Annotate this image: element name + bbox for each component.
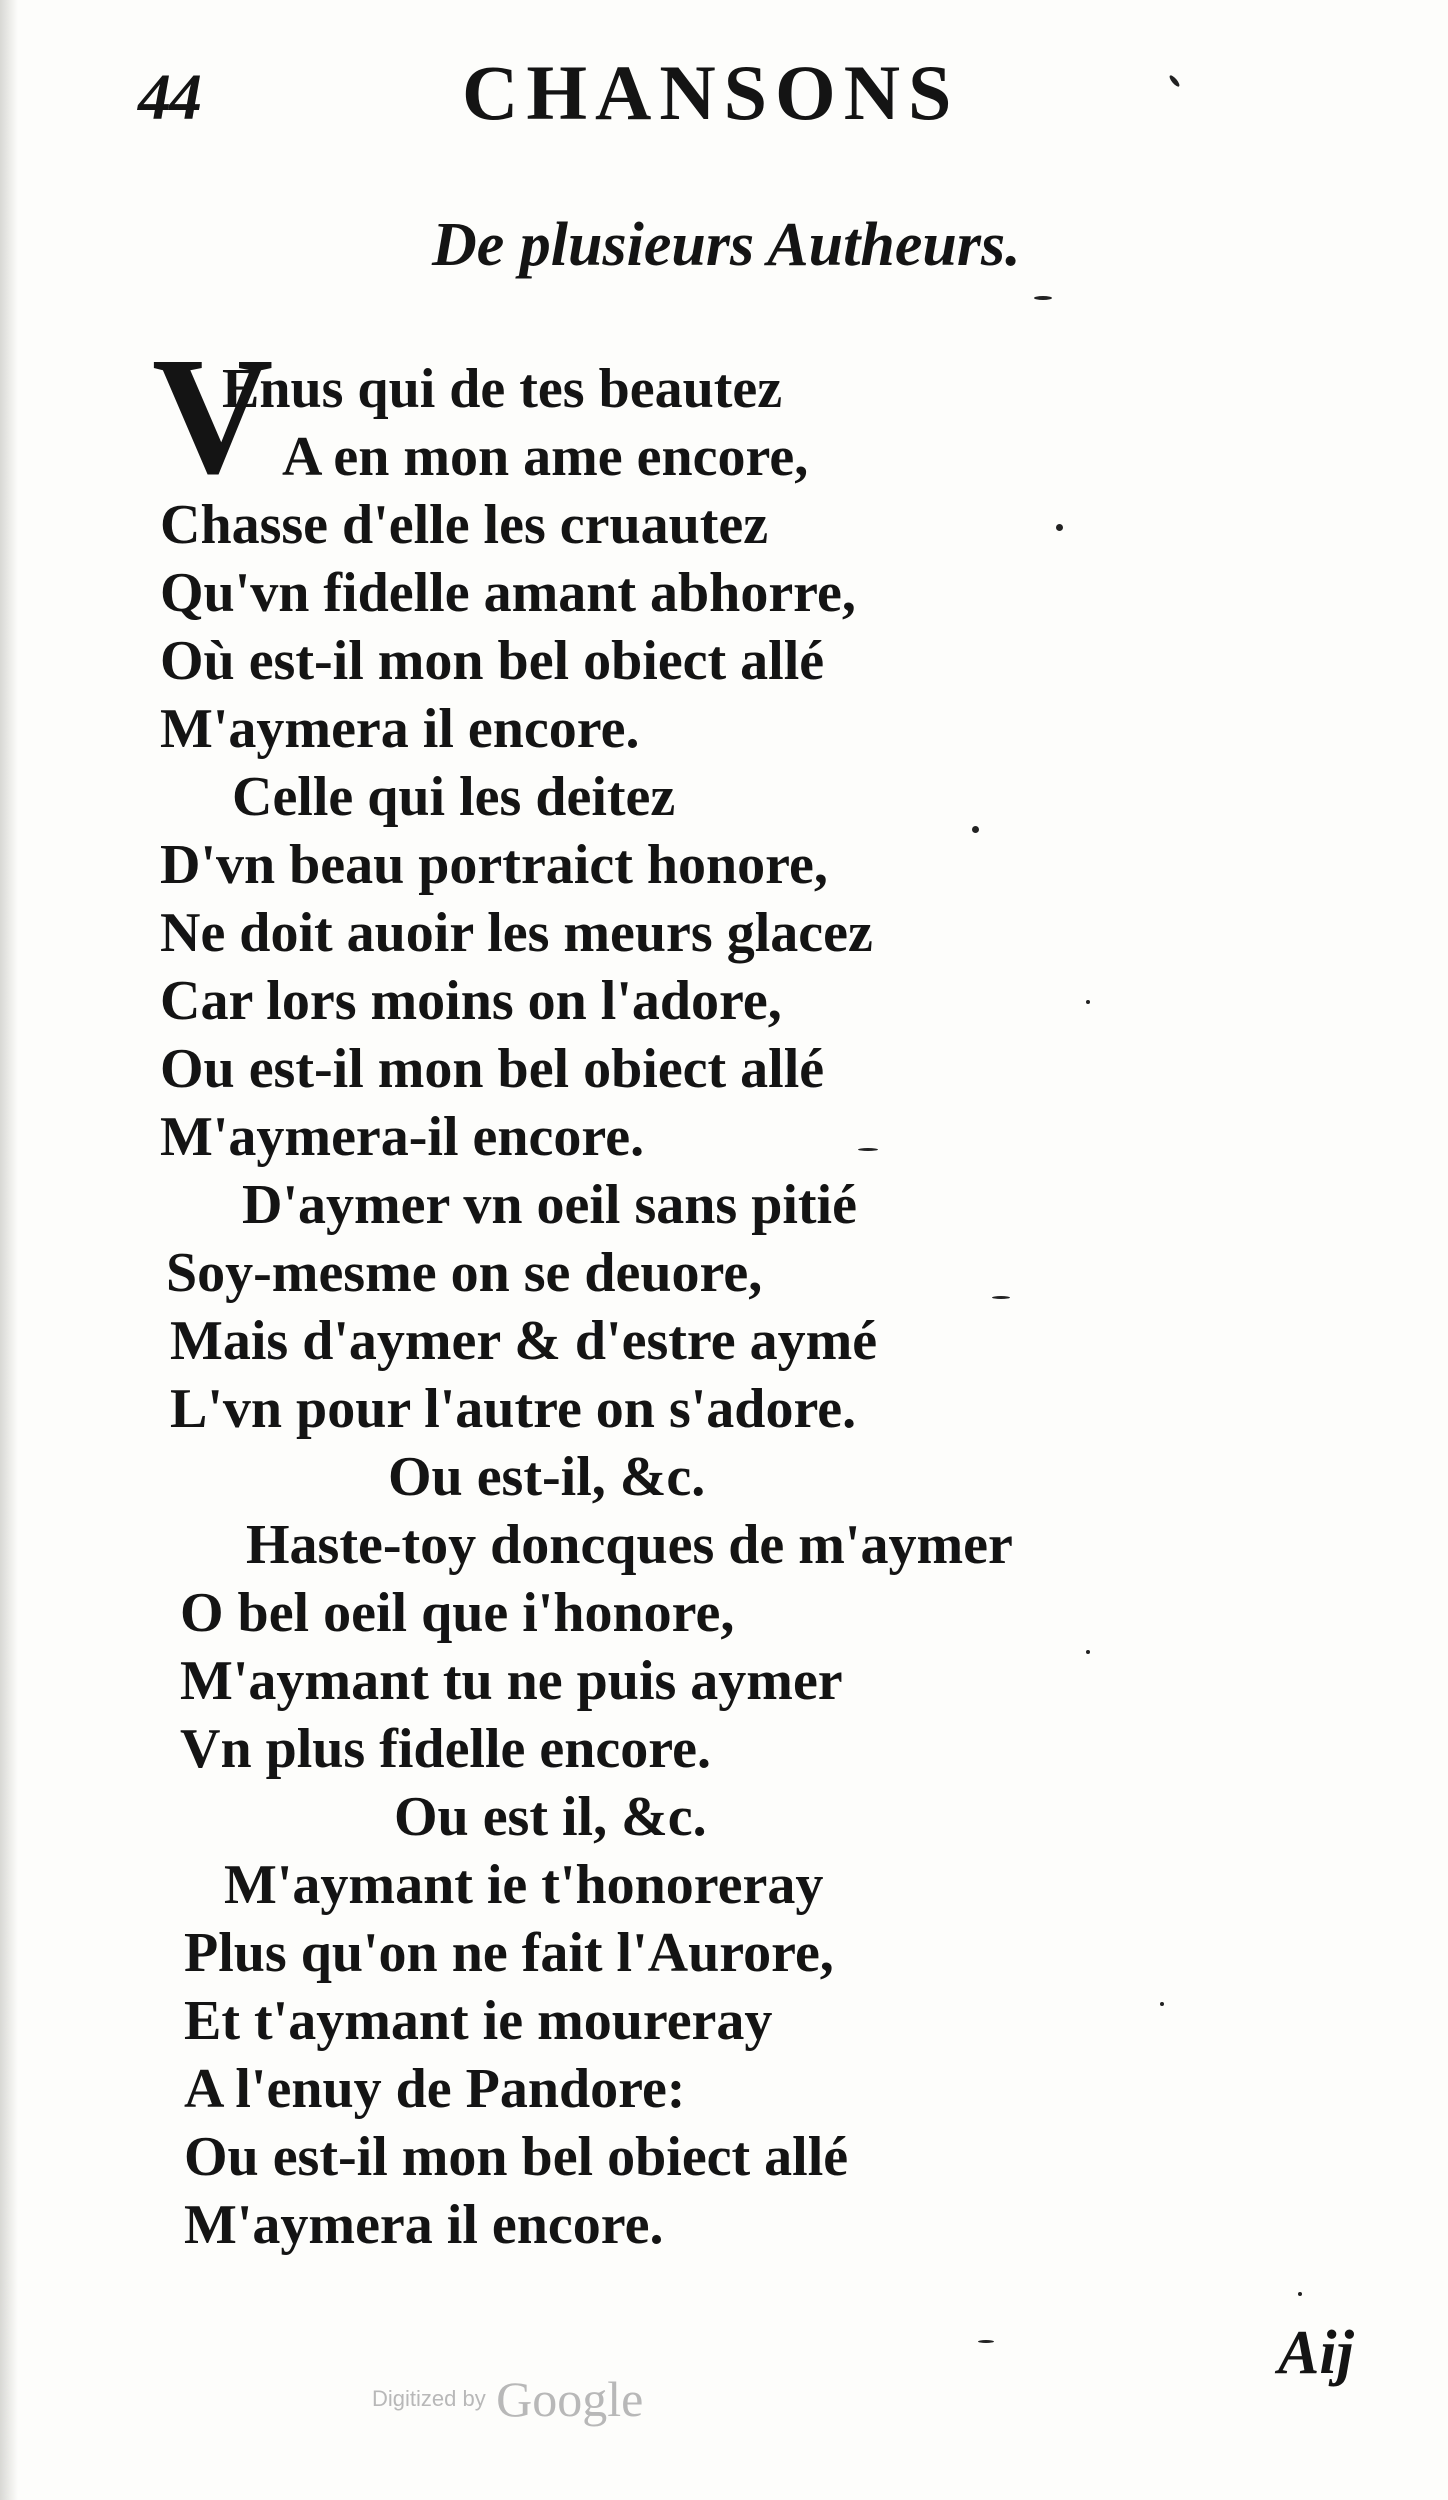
- watermark-prefix: Digitized by: [372, 2386, 486, 2411]
- poem-line: O bel oeil que i'honore,: [180, 1582, 735, 1644]
- poem-line: Qu'vn fidelle amant abhorre,: [160, 562, 856, 624]
- poem-line: Soy-mesme on se deuore,: [166, 1242, 763, 1304]
- drop-cap: V: [152, 323, 274, 509]
- poem-line: D'aymer vn oeil sans pitié: [242, 1174, 857, 1236]
- ink-speck: [972, 826, 979, 833]
- poem-line: M'aymant ie t'honoreray: [224, 1854, 824, 1916]
- ink-speck: [1086, 1650, 1090, 1654]
- poem-line: Ou est-il mon bel obiect allé: [184, 2126, 849, 2188]
- poem-line: Haste-toy doncques de m'aymer: [246, 1514, 1013, 1576]
- poem-line: A en mon ame encore,: [282, 426, 809, 488]
- poem-line: M'aymant tu ne puis aymer: [180, 1650, 843, 1712]
- ink-speck: [1056, 524, 1063, 531]
- ink-speck: [978, 2340, 994, 2343]
- poem-line: Où est-il mon bel obiect allé: [160, 630, 825, 692]
- running-head: CHANSONS: [462, 49, 960, 136]
- ink-speck: [1086, 1000, 1090, 1004]
- poem-line: D'vn beau portraict honore,: [160, 834, 828, 896]
- signature-mark: Aij: [1278, 2319, 1354, 2387]
- poem-line: Car lors moins on l'adore,: [160, 970, 782, 1032]
- digitization-watermark: [372, 2370, 643, 2428]
- ink-speck: [1298, 2292, 1302, 2296]
- poem-line: Ou est-il mon bel obiect allé: [160, 1038, 825, 1100]
- poem-line: Ne doit auoir les meurs glacez: [160, 902, 873, 964]
- poem-line: Et t'aymant ie moureray: [184, 1990, 773, 2052]
- poem-line: Vn plus fidelle encore.: [180, 1718, 711, 1780]
- poem-line: M'aymera il encore.: [184, 2194, 664, 2256]
- poem-line: Enus qui de tes beautez: [222, 358, 783, 420]
- ink-speck: [1034, 296, 1052, 300]
- poem-line: A l'enuy de Pandore:: [184, 2058, 686, 2120]
- poem-line: Ou est il, &c.: [394, 1786, 707, 1848]
- watermark-brand: Google: [496, 2371, 644, 2427]
- poem-line: Ou est-il, &c.: [388, 1446, 706, 1508]
- page-number: 44: [138, 61, 200, 134]
- poem-line: Chasse d'elle les cruautez: [160, 494, 769, 556]
- poem-line: M'aymera-il encore.: [160, 1106, 645, 1168]
- poem-line: Mais d'aymer & d'estre aymé: [170, 1310, 878, 1372]
- ink-speck: [992, 1296, 1010, 1299]
- ink-speck: [858, 1148, 878, 1151]
- poem-line: Plus qu'on ne fait l'Aurore,: [184, 1922, 834, 1984]
- gutter-shadow: [0, 0, 18, 2500]
- ink-speck: [1168, 74, 1181, 88]
- poem-line: M'aymera il encore.: [160, 698, 640, 760]
- section-subheading: De plusieurs Autheurs.: [432, 211, 1021, 279]
- ink-speck: [1160, 2002, 1164, 2006]
- poem-line: L'vn pour l'autre on s'adore.: [170, 1378, 857, 1440]
- poem-line: Celle qui les deitez: [232, 766, 676, 828]
